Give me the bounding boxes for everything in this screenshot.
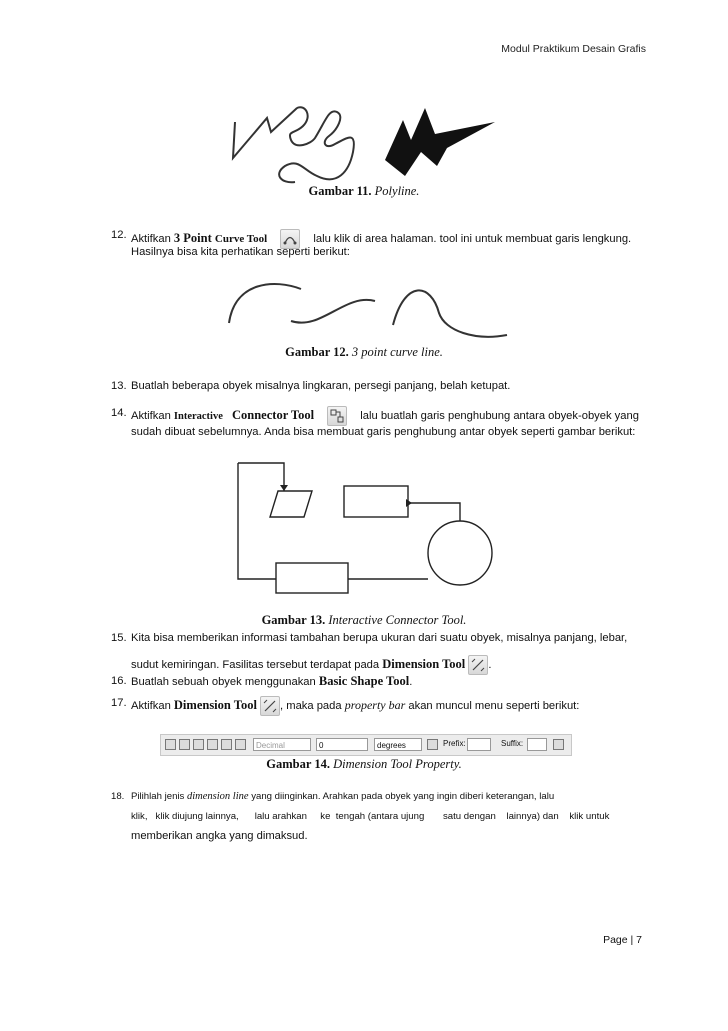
- step-number: 18.: [111, 791, 125, 802]
- units-select[interactable]: Decimal: [253, 738, 311, 751]
- step-14-line1: Aktifkan Interactive Connector Tool lalu buatlah garis penghubung antara obyek-obyek yang: [131, 406, 639, 426]
- step-16-text: Buatlah sebuah obyek menggunakan Basic Shape Tool.: [131, 674, 413, 688]
- step-17-text: Aktifkan Dimension Tool , maka pada property bar akan muncul menu seperti berikut:: [131, 696, 579, 716]
- page-header: Modul Praktikum Desain Grafis: [501, 43, 646, 55]
- slanted-dimension-icon[interactable]: [207, 739, 218, 750]
- connector-tool-icon: [327, 406, 347, 426]
- step-12-line1: Aktifkan 3 Point Curve Tool lalu klik di area halaman. tool ini untuk membuat garis lengkung.: [131, 229, 631, 249]
- step-number: 14.: [111, 407, 127, 419]
- step-15-line2: sudut kemiringan. Fasilitas tersebut terdapat pada Dimension Tool .: [131, 655, 491, 675]
- step-18-line3: memberikan angka yang dimaksud.: [131, 830, 308, 842]
- connector-line: [408, 503, 460, 521]
- step-number: 17.: [111, 697, 127, 709]
- figure-14-caption: Gambar 14. Dimension Tool Property.: [266, 757, 462, 771]
- text-position-icon[interactable]: [553, 739, 564, 750]
- suffix-label: Suffix:: [501, 739, 524, 748]
- polyline-figure: [225, 100, 505, 185]
- dimension-property-bar: [160, 734, 572, 756]
- angle-unit-select[interactable]: degrees: [374, 738, 422, 751]
- polyline-outline: [233, 107, 354, 182]
- step-number: 15.: [111, 632, 127, 644]
- show-units-icon[interactable]: [427, 739, 438, 750]
- dimension-tool-icon: [260, 696, 280, 716]
- circle-shape: [428, 521, 492, 585]
- step-15-line1: Kita bisa memberikan informasi tambahan berupa ukuran dari suatu obyek, misalnya panjang, lebar,: [131, 632, 628, 644]
- horizontal-dimension-icon[interactable]: [193, 739, 204, 750]
- parallelogram-shape: [270, 491, 312, 517]
- suffix-input[interactable]: [527, 738, 547, 751]
- precision-select[interactable]: 0: [316, 738, 368, 751]
- step-number: 13.: [111, 380, 127, 392]
- step-18-line2: klik, klik diujung lainnya, lalu arahkan ke tengah (antara ujung satu dengan lainnya) dan klik untuk: [131, 811, 610, 822]
- vertical-dimension-icon[interactable]: [179, 739, 190, 750]
- connector-line: [238, 463, 284, 491]
- polyline-filled: [385, 108, 495, 176]
- step-14-line2: sudah dibuat sebelumnya. Anda bisa membuat garis penghubung antar obyek seperti gambar berikut:: [131, 426, 636, 438]
- prefix-label: Prefix:: [443, 739, 466, 748]
- page-number: Page | 7: [603, 934, 642, 946]
- dimension-tool-icon: [468, 655, 488, 675]
- step-13-text: Buatlah beberapa obyek misalnya lingkaran, persegi panjang, belah ketupat.: [131, 380, 511, 392]
- connector-diagram: [232, 455, 502, 605]
- prefix-input[interactable]: [467, 738, 491, 751]
- step-number: 16.: [111, 675, 127, 687]
- auto-dimension-icon[interactable]: [165, 739, 176, 750]
- step-18-line1: Pilihlah jenis dimension line yang diinginkan. Arahkan pada obyek yang ingin diberi keterangan, lalu: [131, 791, 555, 802]
- step-number: 12.: [111, 229, 127, 241]
- rectangle-shape-bottom: [276, 563, 348, 593]
- callout-icon[interactable]: [221, 739, 232, 750]
- figure-11-caption: Gambar 11. Polyline.: [308, 184, 420, 198]
- angular-dimension-icon[interactable]: [235, 739, 246, 750]
- figure-13-caption: Gambar 13. Interactive Connector Tool.: [261, 613, 467, 627]
- figure-12-caption: Gambar 12. 3 point curve line.: [285, 345, 443, 359]
- curve-figure: [225, 275, 515, 345]
- rectangle-shape-top: [344, 486, 408, 517]
- step-12-line2: Hasilnya bisa kita perhatikan seperti berikut:: [131, 246, 350, 258]
- connector-line: [238, 463, 276, 579]
